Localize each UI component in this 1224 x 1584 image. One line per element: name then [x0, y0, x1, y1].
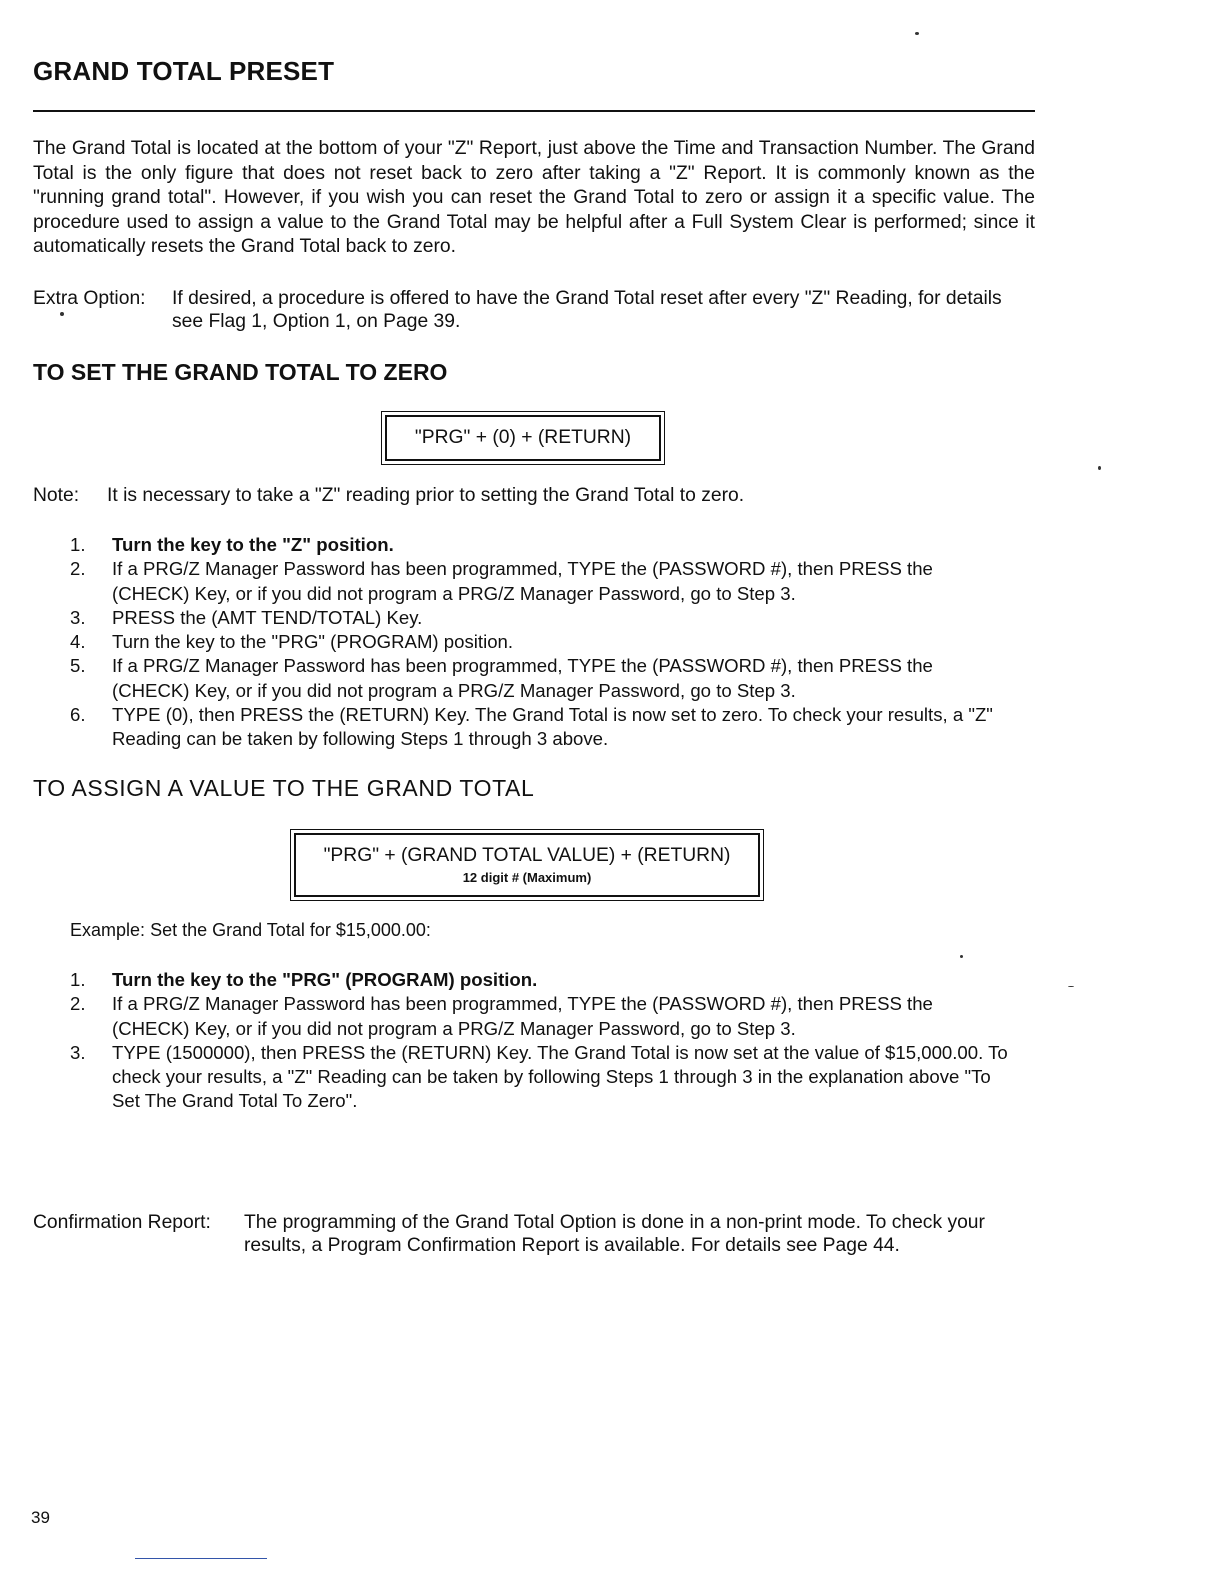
extra-option-text: If desired, a procedure is offered to have the Grand Total reset after every "Z" Reading, for details see Flag 1, Option 1, on Page 39.	[172, 288, 1002, 332]
note	[33, 484, 1035, 507]
note-text: It is necessary to take a "Z" reading prior to setting the Grand Total to zero.	[107, 485, 745, 506]
step-text: If a PRG/Z Manager Password has been programmed, TYPE the (PASSWORD #), then PRESS the (CHECK) Key, or if you did not program a PRG/Z Manager Password, go to Step 3.	[112, 993, 933, 1039]
step-text: If a PRG/Z Manager Password has been programmed, TYPE the (PASSWORD #), then PRESS the (CHECK) Key, or if you did not program a PRG/Z Manager Password, go to Step 3.	[112, 558, 933, 604]
step-number: 2.	[70, 993, 86, 1015]
step-text: TYPE (0), then PRESS the (RETURN) Key. The Grand Total is now set to zero. To check your results, a "Z" Reading can be taken by following Steps 1 through 3 above.	[112, 704, 993, 750]
key-sequence-box-assign	[290, 829, 764, 901]
note-label: Note:	[33, 485, 80, 506]
scan-speck	[1098, 466, 1101, 470]
key-sequence-note: 12 digit # (Maximum)	[462, 870, 592, 885]
scan-speck	[1068, 986, 1074, 987]
title-divider	[33, 110, 1035, 112]
page-number: 39	[31, 1508, 50, 1527]
heading-set-zero: TO SET THE GRAND TOTAL TO ZERO	[33, 359, 448, 385]
steps-set-zero	[60, 533, 1010, 752]
key-sequence-assign: "PRG" + (GRAND TOTAL VALUE) + (RETURN)	[323, 845, 731, 866]
list-item	[60, 968, 1010, 992]
scan-speck	[960, 955, 963, 958]
list-item	[60, 654, 1010, 703]
step-text: Turn the key to the "Z" position.	[112, 534, 394, 555]
scan-speck	[915, 32, 919, 35]
step-number: 1.	[70, 534, 86, 555]
confirmation-label: Confirmation Report:	[33, 1212, 211, 1233]
heading-assign-value: TO ASSIGN A VALUE TO THE GRAND TOTAL	[33, 775, 535, 801]
step-text: PRESS the (AMT TEND/TOTAL) Key.	[112, 606, 423, 628]
step-text: Turn the key to the "PRG" (PROGRAM) position.	[112, 631, 514, 653]
confirmation-report	[33, 1211, 1035, 1257]
step-text: If a PRG/Z Manager Password has been programmed, TYPE the (PASSWORD #), then PRESS the (CHECK) Key, or if you did not program a PRG/Z Manager Password, go to Step 3.	[112, 655, 933, 701]
step-text: TYPE (1500000), then PRESS the (RETURN) Key. The Grand Total is now set at the value of $15,000.00. To check your results, a "Z" Reading can be taken by following Steps 1 through 3 in the explanation above "To Set The Grand Total To Zero".	[112, 1041, 1008, 1112]
extra-option	[33, 287, 1035, 333]
step-text: Turn the key to the "PRG" (PROGRAM) position.	[112, 969, 538, 990]
step-number: 5.	[70, 655, 86, 677]
extra-option-label: Extra Option:	[33, 288, 146, 309]
step-number: 1.	[70, 969, 86, 990]
list-item	[60, 703, 1010, 752]
step-number: 6.	[70, 704, 86, 726]
list-item	[60, 1041, 1010, 1114]
example-text: Set the Grand Total for $15,000.00:	[150, 920, 431, 940]
steps-assign-value	[60, 968, 1010, 1114]
example	[70, 920, 431, 941]
step-number: 3.	[70, 606, 86, 628]
example-label: Example:	[70, 920, 146, 940]
key-sequence-box-zero	[381, 411, 665, 465]
list-item	[60, 630, 1010, 654]
scan-speck	[60, 312, 64, 316]
intro-paragraph: The Grand Total is located at the bottom of your "Z" Report, just above the Time and Transaction Number. The Grand Total is the only figure that does not reset back to zero after taking a "Z" Report. It is commonly known as the "running grand total". However, if you wish you can reset the Grand Total to zero or assign it a specific value. The procedure used to assign a value to the Grand Total may be helpful after a Full System Clear is performed; since it automatically resets the Grand Total back to zero.	[33, 138, 1035, 258]
page-title: GRAND TOTAL PRESET	[33, 56, 335, 86]
footer-rule	[135, 1558, 267, 1559]
list-item	[60, 992, 1010, 1041]
list-item	[60, 606, 1010, 630]
step-number: 3.	[70, 1041, 86, 1063]
list-item	[60, 533, 1010, 557]
list-item	[60, 557, 1010, 606]
confirmation-text: The programming of the Grand Total Option is done in a non-print mode. To check your results, a Program Confirmation Report is available. For details see Page 44.	[244, 1212, 985, 1256]
key-sequence-zero: "PRG" + (0) + (RETURN)	[414, 427, 632, 448]
step-number: 4.	[70, 631, 86, 653]
step-number: 2.	[70, 558, 86, 580]
